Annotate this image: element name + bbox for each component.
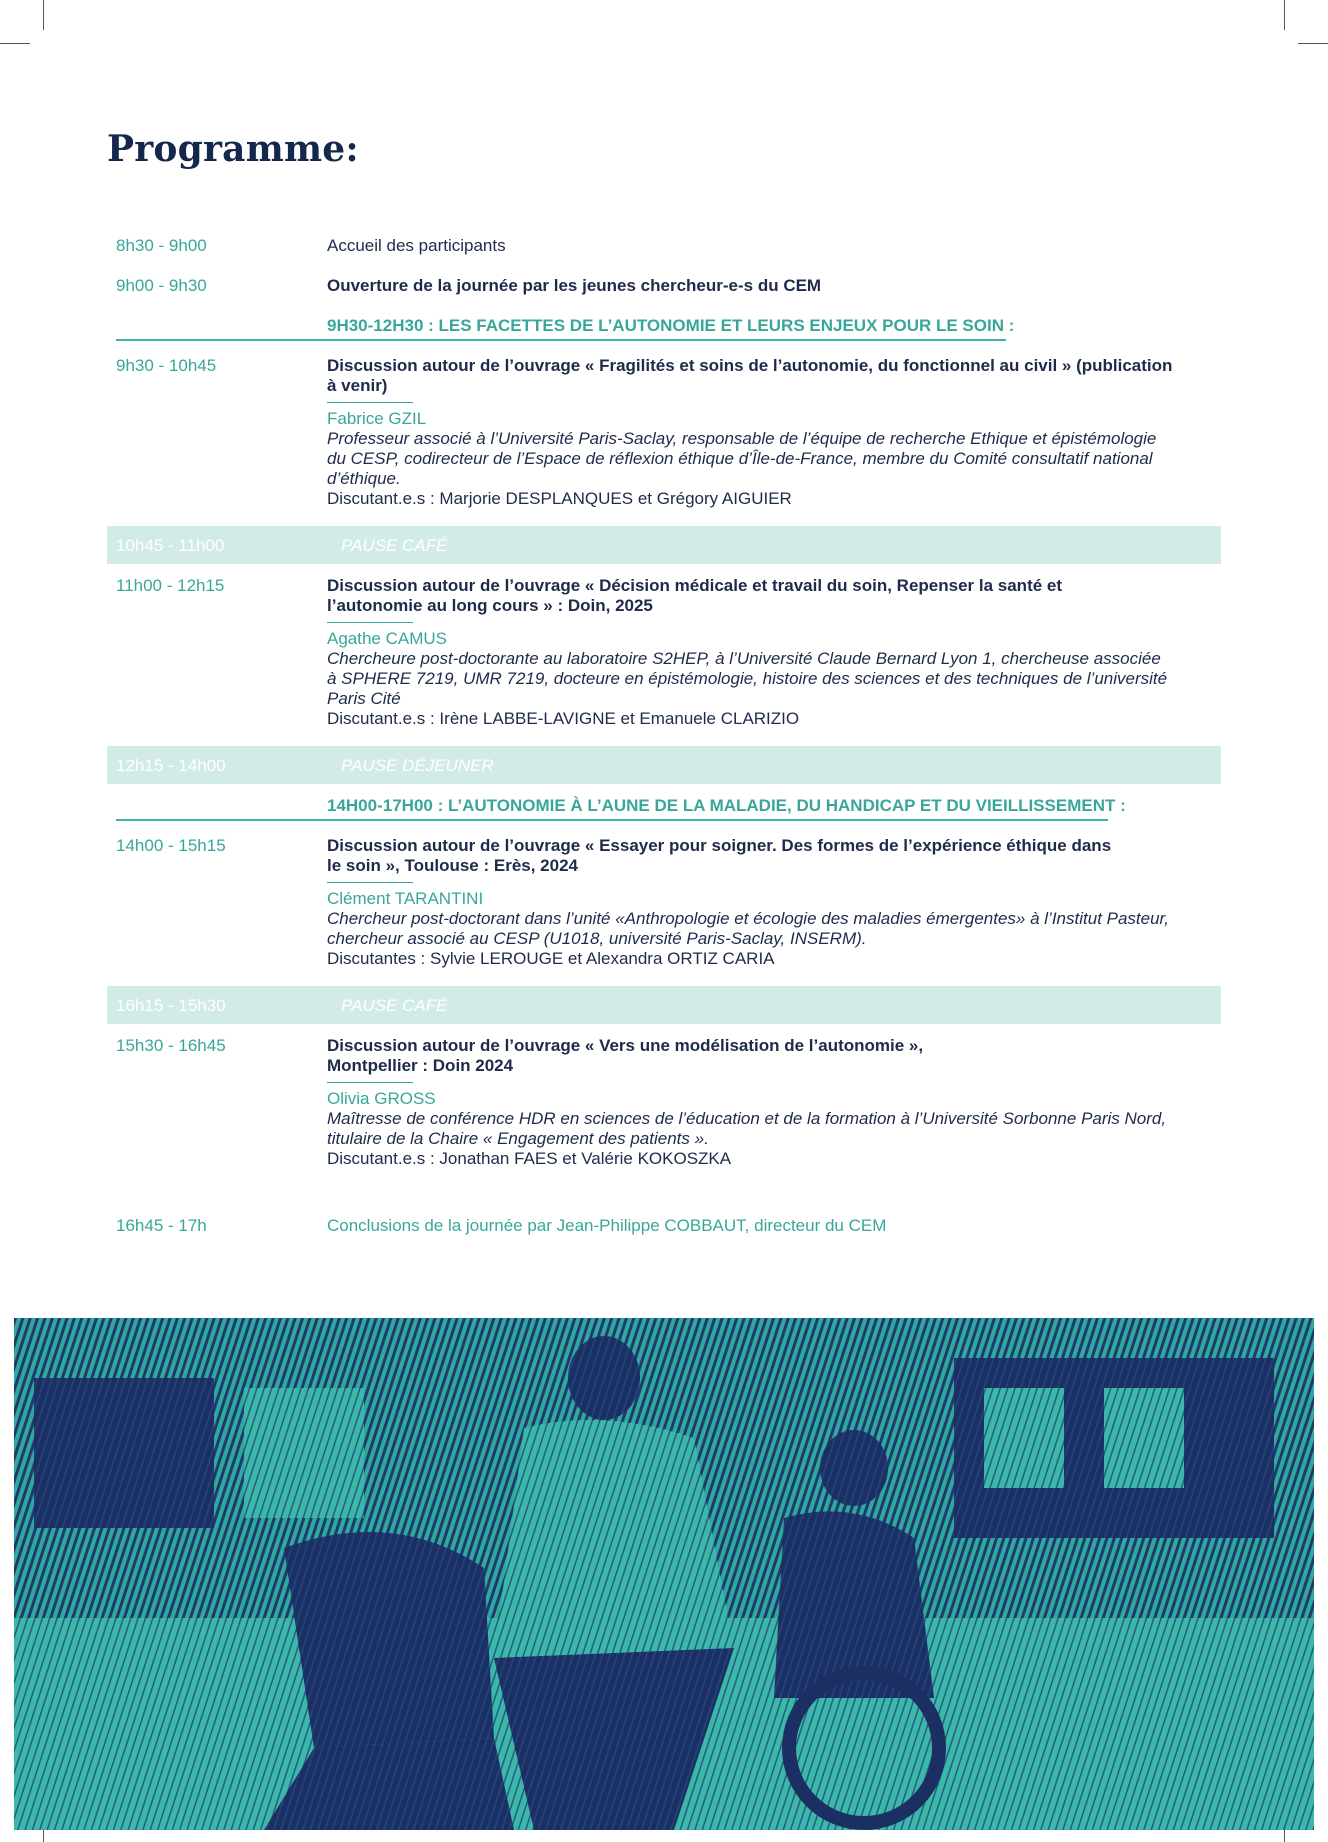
divider [327, 622, 413, 623]
page-title: Programme: [107, 128, 359, 170]
discussants: Discutant.e.s : Irène LABBE-LAVIGNE et Emanuele CLARIZIO [327, 709, 800, 728]
duotone-photo [14, 1318, 1314, 1830]
crop-mark [1284, 0, 1285, 30]
speaker-bio: Professeur associé à l’Université Paris-Saclay, responsable de l’équipe de recherche Ethique et épistémologie [327, 429, 1157, 448]
time-slot: 8h30 - 9h00 [116, 236, 207, 255]
section-title: 9H30-12H30 : LES FACETTES DE L’AUTONOMIE ET LEURS ENJEUX POUR LE SOIN : [327, 316, 1015, 335]
discussants: Discutant.e.s : Marjorie DESPLANQUES et Grégory AIGUIER [327, 489, 792, 508]
crop-mark [0, 43, 30, 44]
time-slot: 9h30 - 10h45 [116, 356, 217, 375]
talk-title: Discussion autour de l’ouvrage « Fragilités et soins de l’autonomie, du fonctionnel au civil » (publication [327, 356, 1173, 375]
section-divider [116, 819, 1108, 821]
speaker-bio: Chercheure post-doctorante au laboratoire S2HEP, à l’Université Claude Bernard Lyon 1, chercheuse associée [327, 649, 1161, 668]
speaker-name: Fabrice GZIL [327, 409, 427, 428]
item-text: Conclusions de la journée par Jean-Philippe COBBAUT, directeur du CEM [327, 1216, 887, 1235]
speaker-name: Clément TARANTINI [327, 889, 484, 908]
crop-mark [1298, 43, 1328, 44]
speaker-bio: chercheur associé au CESP (U1018, université Paris-Saclay, INSERM). [327, 929, 867, 948]
discussants: Discutantes : Sylvie LEROUGE et Alexandra ORTIZ CARIA [327, 949, 775, 968]
talk-title: Montpellier : Doin 2024 [327, 1056, 514, 1075]
talk-title: Discussion autour de l’ouvrage « Décision médicale et travail du soin, Repenser la santé et [327, 576, 1063, 595]
pause-label: PAUSE DÉJEUNER [341, 756, 494, 775]
section-divider [116, 339, 1006, 341]
speaker-bio: d’éthique. [327, 469, 401, 488]
speaker-bio: Paris Cité [327, 689, 401, 708]
time-slot: 9h00 - 9h30 [116, 276, 207, 295]
speaker-bio: du CESP, codirecteur de l’Espace de réflexion éthique d’Île-de-France, membre du Comité consultatif national [327, 449, 1153, 468]
time-slot: 14h00 - 15h15 [116, 836, 226, 855]
speaker-bio: à SPHERE 7219, UMR 7219, docteure en épistémologie, histoire des sciences et des techniques de l’université [327, 669, 1168, 688]
talk-title: le soin », Toulouse : Erès, 2024 [327, 856, 578, 875]
time-slot: 16h45 - 17h [116, 1216, 207, 1235]
talk-title: Discussion autour de l’ouvrage « Vers une modélisation de l’autonomie », [327, 1036, 924, 1055]
crop-mark [43, 0, 44, 30]
talk-title: Discussion autour de l’ouvrage « Essayer pour soigner. Des formes de l’expérience éthique dans [327, 836, 1112, 855]
item-text: Ouverture de la journée par les jeunes chercheur-e-s du CEM [327, 276, 822, 295]
time-slot: 16h15 - 15h30 [116, 996, 226, 1015]
time-slot: 15h30 - 16h45 [116, 1036, 226, 1055]
divider [327, 882, 413, 883]
speaker-bio: Chercheur post-doctorant dans l’unité «Anthropologie et écologie des maladies émergentes» à l’Institut Pasteur, [327, 909, 1170, 928]
speaker-bio: Maîtresse de conférence HDR en sciences de l’éducation et de la formation à l’Université Sorbonne Paris Nord, [327, 1109, 1167, 1128]
speaker-bio: titulaire de la Chaire « Engagement des patients ». [327, 1129, 709, 1148]
discussants: Discutant.e.s : Jonathan FAES et Valérie KOKOSZKA [327, 1149, 732, 1168]
talk-title: l’autonomie au long cours » : Doin, 2025 [327, 596, 653, 615]
pause-band [107, 746, 1221, 784]
pause-band [107, 526, 1221, 564]
pause-label: PAUSE CAFÉ [341, 996, 448, 1015]
talk-title: à venir) [327, 376, 388, 395]
time-slot: 12h15 - 14h00 [116, 756, 226, 775]
divider [327, 1082, 413, 1083]
speaker-name: Olivia GROSS [327, 1089, 436, 1108]
pause-band [107, 986, 1221, 1024]
time-slot: 11h00 - 12h15 [116, 576, 225, 595]
divider [327, 402, 413, 403]
time-slot: 10h45 - 11h00 [116, 536, 225, 555]
section-title: 14H00-17H00 : L’AUTONOMIE À L’AUNE DE LA MALADIE, DU HANDICAP ET DU VIEILLISSEMENT : [327, 796, 1126, 815]
pause-label: PAUSE CAFÉ [341, 536, 448, 555]
item-text: Accueil des participants [327, 236, 506, 255]
speaker-name: Agathe CAMUS [327, 629, 447, 648]
